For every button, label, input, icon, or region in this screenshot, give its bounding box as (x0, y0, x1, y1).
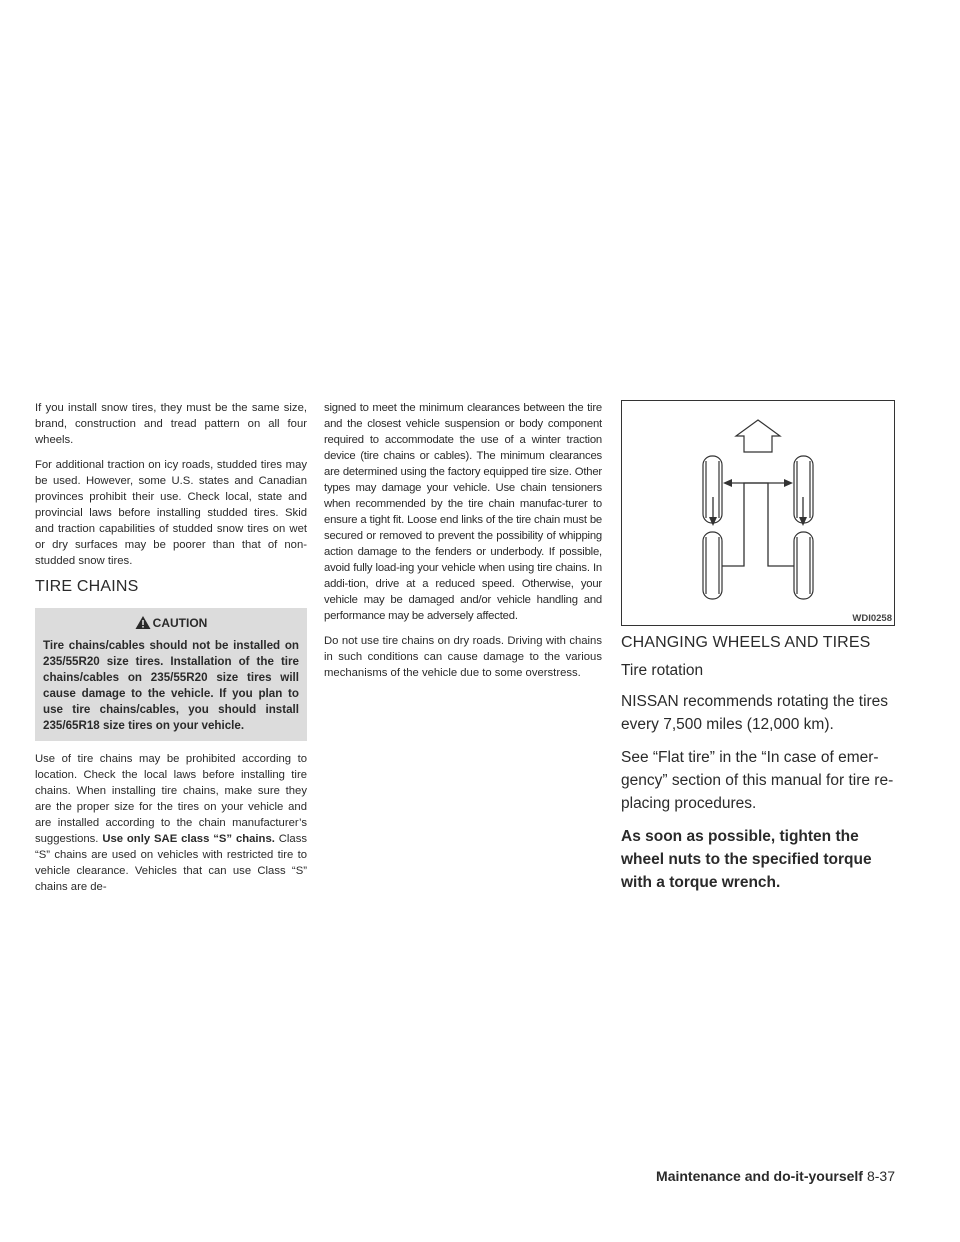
tire-chains-heading: TIRE CHAINS (35, 578, 139, 595)
front-direction-arrow (736, 420, 780, 452)
clearances-paragraph: signed to meet the minimum clearances between the tire and the closest vehicle suspension or body component required to accommodate the use of a winter traction device (tire chains or cables). The minimum clearances are determined using the factory equipped tire size. Other types may damage your vehicle. Use chain tensioners when recommended by the tire chain manufac-turer to ensure a tight fit. Loose end links of the tire chain must be secured or removed to prevent the possibility of whipping action damage to the fenders or underbody. If possible, avoid fully load-ing your vehicle when using tire chains. In addi-tion, drive at a reduced speed. Otherwise, your vehicle may be damaged and/or vehicle handling and performance may be adversely affected. (324, 402, 602, 622)
torque-warning-paragraph: As soon as possible, tighten the wheel nuts to the specified torque with a torque wrench. (621, 828, 872, 891)
page-footer (656, 1168, 895, 1184)
sae-class-s-emphasis: Use only SAE class “S” chains. (102, 833, 275, 845)
middle-column (324, 400, 602, 690)
tire-rear-left (703, 532, 722, 599)
caution-header (43, 614, 299, 632)
page-number: 8-37 (866, 1168, 895, 1184)
tire-rotation-illustration (622, 401, 894, 625)
figure-code: WDI0258 (852, 613, 892, 624)
flat-tire-reference-paragraph: See “Flat tire” in the “In case of emer-gency” section of this manual for tire re-placing procedures. (621, 749, 894, 812)
rear-right-to-front-left-arrow (723, 479, 794, 566)
changing-wheels-heading: CHANGING WHEELS AND TIRES (621, 634, 871, 651)
caution-text: Tire chains/cables should not be installed on 235/55R20 size tires. Installation of the tire chains/cables on 235/55R20 size tires will cause damage to the vehicle. If you plan to use tire chains/cables, you should install 235/65R18 size tires on your vehicle. (43, 639, 299, 732)
studded-tires-paragraph: For additional traction on icy roads, studded tires may be used. However, some U.S. states and Canadian provinces prohibit their use. Check local, state and provincial laws before installing studded tires. Skid and traction capabilities of studded snow tires on wet or dry surfaces may be poorer than that of non-studded snow tires. (35, 459, 307, 567)
rotation-interval-paragraph: NISSAN recommends rotating the tires every 7,500 miles (12,000 km). (621, 693, 889, 733)
caution-title: CAUTION (152, 616, 208, 630)
tire-rotation-diagram (621, 400, 895, 626)
snow-tires-paragraph: If you install snow tires, they must be the same size, brand, construction and tread pattern on all four wheels. (35, 402, 307, 446)
right-column (621, 400, 896, 904)
rear-left-to-front-right-arrow (722, 479, 793, 566)
tire-chains-paragraph-start: Use of tire chains may be prohibited according to location. Check the local laws before installing tire chains. When installing tire chains, make sure they are the proper size for the tires on your vehicle and are installed according to the chain manufacturer’s suggestions. (35, 753, 307, 845)
tire-rear-right (794, 532, 813, 599)
dry-roads-paragraph: Do not use tire chains on dry roads. Driving with chains in such conditions can cause damage to the various mechanisms of the vehicle due to some overstress. (324, 635, 602, 679)
footer-section-label: Maintenance and do-it-yourself (656, 1168, 863, 1184)
tire-chains-paragraph (35, 751, 307, 895)
tire-chains-paragraph-end: Class “S” chains are used on vehicles with restricted tire to vehicle clearance. Vehicles that can use Class “S” chains are de- (35, 833, 307, 893)
warning-triangle-icon (135, 615, 151, 630)
caution-box (35, 608, 307, 741)
tire-rotation-subheading: Tire rotation (621, 662, 704, 679)
left-column (35, 400, 307, 904)
